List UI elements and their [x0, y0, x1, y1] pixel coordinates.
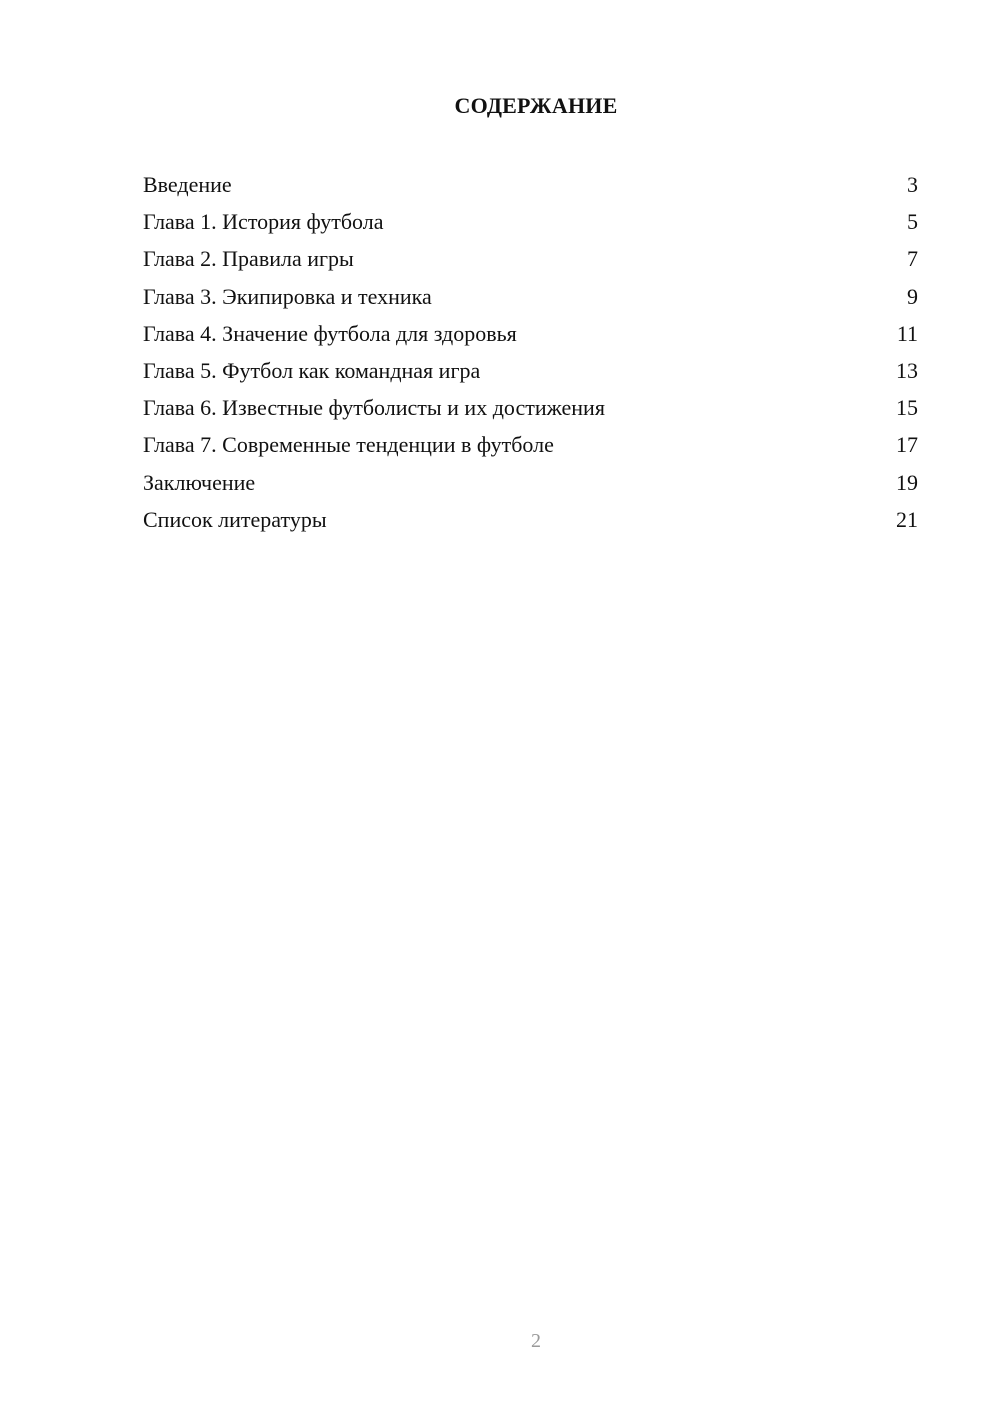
toc-entry-page: 13 [896, 357, 918, 383]
toc-entry-introduction [143, 166, 918, 203]
toc-entry-chapter-7 [143, 426, 918, 463]
toc-entry-chapter-4 [143, 315, 918, 352]
toc-entry-label: Глава 5. Футбол как командная игра [143, 357, 481, 383]
toc-entry-page: 3 [907, 172, 918, 197]
toc-entry-label: Глава 2. Правила игры [143, 246, 354, 272]
toc-entry-chapter-2 [143, 240, 918, 277]
toc-entry-conclusion [143, 464, 918, 501]
toc-entry-chapter-3 [143, 278, 918, 315]
toc-entry-page: 17 [896, 432, 918, 458]
toc-entry-page: 15 [896, 395, 918, 421]
toc-entry-label: Глава 1. История футбола [143, 209, 384, 235]
toc-entry-label: Глава 6. Известные футболисты и их достижения [143, 395, 605, 421]
toc-entry-chapter-6 [143, 389, 918, 426]
page-title: СОДЕРЖАНИЕ [454, 93, 618, 118]
toc-entry-page: 21 [896, 506, 918, 532]
toc-entry-label: Список литературы [143, 506, 327, 532]
toc-entry-label: Глава 3. Экипировка и техника [143, 283, 432, 309]
toc-entry-chapter-1 [143, 203, 918, 240]
toc-entry-label: Глава 7. Современные тенденции в футболе [143, 432, 554, 458]
toc-entry-page: 5 [907, 209, 918, 235]
toc-entry-page: 7 [907, 246, 918, 272]
toc-entry-page: 19 [896, 469, 918, 495]
toc-entry-page: 11 [896, 320, 918, 346]
table-of-contents [143, 166, 918, 538]
toc-entry-label: Введение [143, 172, 232, 197]
toc-entry-label: Глава 4. Значение футбола для здоровья [143, 320, 517, 346]
toc-entry-label: Заключение [143, 469, 256, 495]
toc-entry-bibliography [143, 501, 918, 538]
toc-entry-chapter-5 [143, 352, 918, 389]
toc-entry-page: 9 [907, 283, 918, 309]
page-number: 2 [531, 1330, 541, 1352]
